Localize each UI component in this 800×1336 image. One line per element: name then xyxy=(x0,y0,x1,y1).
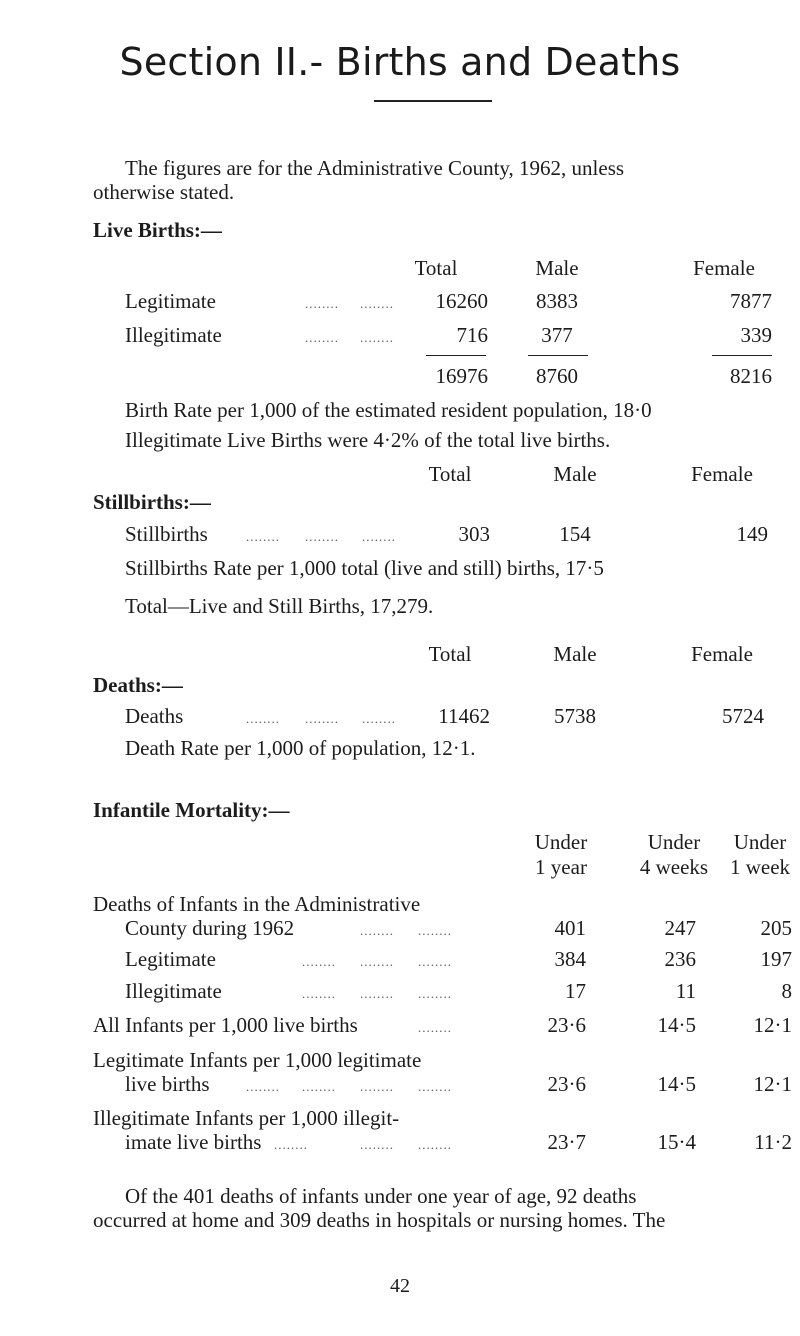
page-title: Section II.- Births and Deaths xyxy=(119,40,681,84)
leader-dots: ........ xyxy=(246,529,280,544)
leader-dots: ........ xyxy=(418,954,452,969)
intro-line-2: otherwise stated. xyxy=(93,180,235,204)
live-births-header-total: Total xyxy=(414,256,458,280)
illegitimate-note: Illegitimate Live Births were 4·2% of the total live births. xyxy=(125,428,611,452)
legitimate-male: 8383 xyxy=(536,289,578,313)
deaths-female: 5724 xyxy=(722,704,764,728)
leader-dots: ........ xyxy=(418,1079,452,1094)
infant-value: 14·5 xyxy=(657,1072,696,1096)
sum-rule-total xyxy=(426,355,486,356)
stillbirths-heading: Stillbirths:— xyxy=(93,490,211,514)
leader-dots: ........ xyxy=(362,711,396,726)
closing-line-1: Of the 401 deaths of infants under one year of age, 92 deaths xyxy=(125,1184,637,1208)
title-underline xyxy=(374,100,492,102)
total-live-still: Total—Live and Still Births, 17,279. xyxy=(125,594,434,618)
infant-value: 14·5 xyxy=(657,1013,696,1037)
stillbirths-header-total: Total xyxy=(428,462,472,486)
leader-dots: ........ xyxy=(274,1137,308,1152)
infant-value: 236 xyxy=(664,947,696,971)
leader-dots: ........ xyxy=(418,923,452,938)
infantile-heading: Infantile Mortality:— xyxy=(93,798,290,822)
infant-value: 11 xyxy=(675,979,696,1003)
infant-value: 15·4 xyxy=(657,1130,696,1154)
leader-dots: ........ xyxy=(305,529,339,544)
infant-row-label-cont: County during 1962 xyxy=(125,916,295,940)
leader-dots: ........ xyxy=(418,1020,452,1035)
infant-header-1week-top: Under xyxy=(733,830,787,854)
live-births-header-male: Male xyxy=(535,256,579,280)
illegitimate-total: 716 xyxy=(456,323,488,347)
leader-dots: ........ xyxy=(246,1079,280,1094)
infant-header-4weeks-top: Under xyxy=(647,830,701,854)
deaths-heading: Deaths:— xyxy=(93,673,183,697)
leader-dots: ........ xyxy=(305,330,339,345)
leader-dots: ........ xyxy=(360,1137,394,1152)
illegitimate-label: Illegitimate xyxy=(125,323,222,347)
sum-rule-female xyxy=(712,355,772,356)
stillbirths-label: Stillbirths xyxy=(125,522,208,546)
leader-dots: ........ xyxy=(246,711,280,726)
infant-value: 23·6 xyxy=(547,1013,586,1037)
leader-dots: ........ xyxy=(360,1079,394,1094)
leader-dots: ........ xyxy=(418,986,452,1001)
stillbirths-header-female: Female xyxy=(691,462,753,486)
infant-value: 23·6 xyxy=(547,1072,586,1096)
leader-dots: ........ xyxy=(418,1137,452,1152)
infant-header-1year-top: Under xyxy=(534,830,588,854)
infant-row-label-cont: live births xyxy=(125,1072,210,1096)
infant-row-label: Deaths of Infants in the Administrative xyxy=(93,892,421,916)
illegitimate-male: 377 xyxy=(541,323,573,347)
deaths-label: Deaths xyxy=(125,704,184,728)
leader-dots: ........ xyxy=(305,711,339,726)
deaths-total: 11462 xyxy=(438,704,490,728)
legitimate-total: 16260 xyxy=(435,289,488,313)
stillbirths-total: 303 xyxy=(458,522,490,546)
infant-value: 197 xyxy=(760,947,792,971)
infant-header-1week-bottom: 1 week xyxy=(729,855,791,879)
closing-line-2: occurred at home and 309 deaths in hospitals or nursing homes. The xyxy=(93,1208,666,1232)
stillbirths-male: 154 xyxy=(559,522,591,546)
infant-header-4weeks-bottom: 4 weeks xyxy=(639,855,709,879)
leader-dots: ........ xyxy=(302,986,336,1001)
legitimate-label: Legitimate xyxy=(125,289,216,313)
infant-value: 12·1 xyxy=(753,1013,792,1037)
deaths-header-female: Female xyxy=(691,642,753,666)
infant-value: 401 xyxy=(554,916,586,940)
infant-value: 11·2 xyxy=(754,1130,792,1154)
infant-row-label-cont: imate live births xyxy=(125,1130,262,1154)
live-births-header-female: Female xyxy=(693,256,755,280)
infant-row-label: Illegitimate Infants per 1,000 illegit- xyxy=(93,1106,400,1130)
leader-dots: ........ xyxy=(362,529,396,544)
deaths-male: 5738 xyxy=(554,704,596,728)
live-births-total-female: 8216 xyxy=(730,364,772,388)
leader-dots: ........ xyxy=(302,954,336,969)
sum-rule-male xyxy=(528,355,588,356)
death-rate: Death Rate per 1,000 of population, 12·1. xyxy=(125,736,476,760)
infant-header-1year-bottom: 1 year xyxy=(535,855,587,879)
infant-value: 23·7 xyxy=(547,1130,586,1154)
leader-dots: ........ xyxy=(360,330,394,345)
infant-value: 12·1 xyxy=(753,1072,792,1096)
stillbirths-rate: Stillbirths Rate per 1,000 total (live and still) births, 17·5 xyxy=(125,556,604,580)
infant-value: 205 xyxy=(760,916,792,940)
illegitimate-female: 339 xyxy=(740,323,772,347)
deaths-header-male: Male xyxy=(553,642,597,666)
stillbirths-female: 149 xyxy=(736,522,768,546)
infant-row-label: All Infants per 1,000 live births xyxy=(93,1013,358,1037)
live-births-heading: Live Births:— xyxy=(93,218,222,242)
infant-value: 17 xyxy=(565,979,586,1003)
leader-dots: ........ xyxy=(360,954,394,969)
birth-rate: Birth Rate per 1,000 of the estimated resident population, 18·0 xyxy=(125,398,652,422)
infant-row-label: Legitimate Infants per 1,000 legitimate xyxy=(93,1048,422,1072)
infant-row-label: Illegitimate xyxy=(125,979,222,1003)
page-number: 42 xyxy=(390,1275,410,1297)
leader-dots: ........ xyxy=(302,1079,336,1094)
leader-dots: ........ xyxy=(360,986,394,1001)
infant-value: 384 xyxy=(554,947,586,971)
leader-dots: ........ xyxy=(305,296,339,311)
live-births-total: 16976 xyxy=(435,364,488,388)
legitimate-female: 7877 xyxy=(730,289,772,313)
deaths-header-total: Total xyxy=(428,642,472,666)
leader-dots: ........ xyxy=(360,296,394,311)
live-births-total-male: 8760 xyxy=(536,364,578,388)
infant-row-label: Legitimate xyxy=(125,947,216,971)
intro-line-1: The figures are for the Administrative County, 1962, unless xyxy=(125,156,625,180)
infant-value: 247 xyxy=(664,916,696,940)
stillbirths-header-male: Male xyxy=(553,462,597,486)
leader-dots: ........ xyxy=(360,923,394,938)
infant-value: 8 xyxy=(781,979,792,1003)
